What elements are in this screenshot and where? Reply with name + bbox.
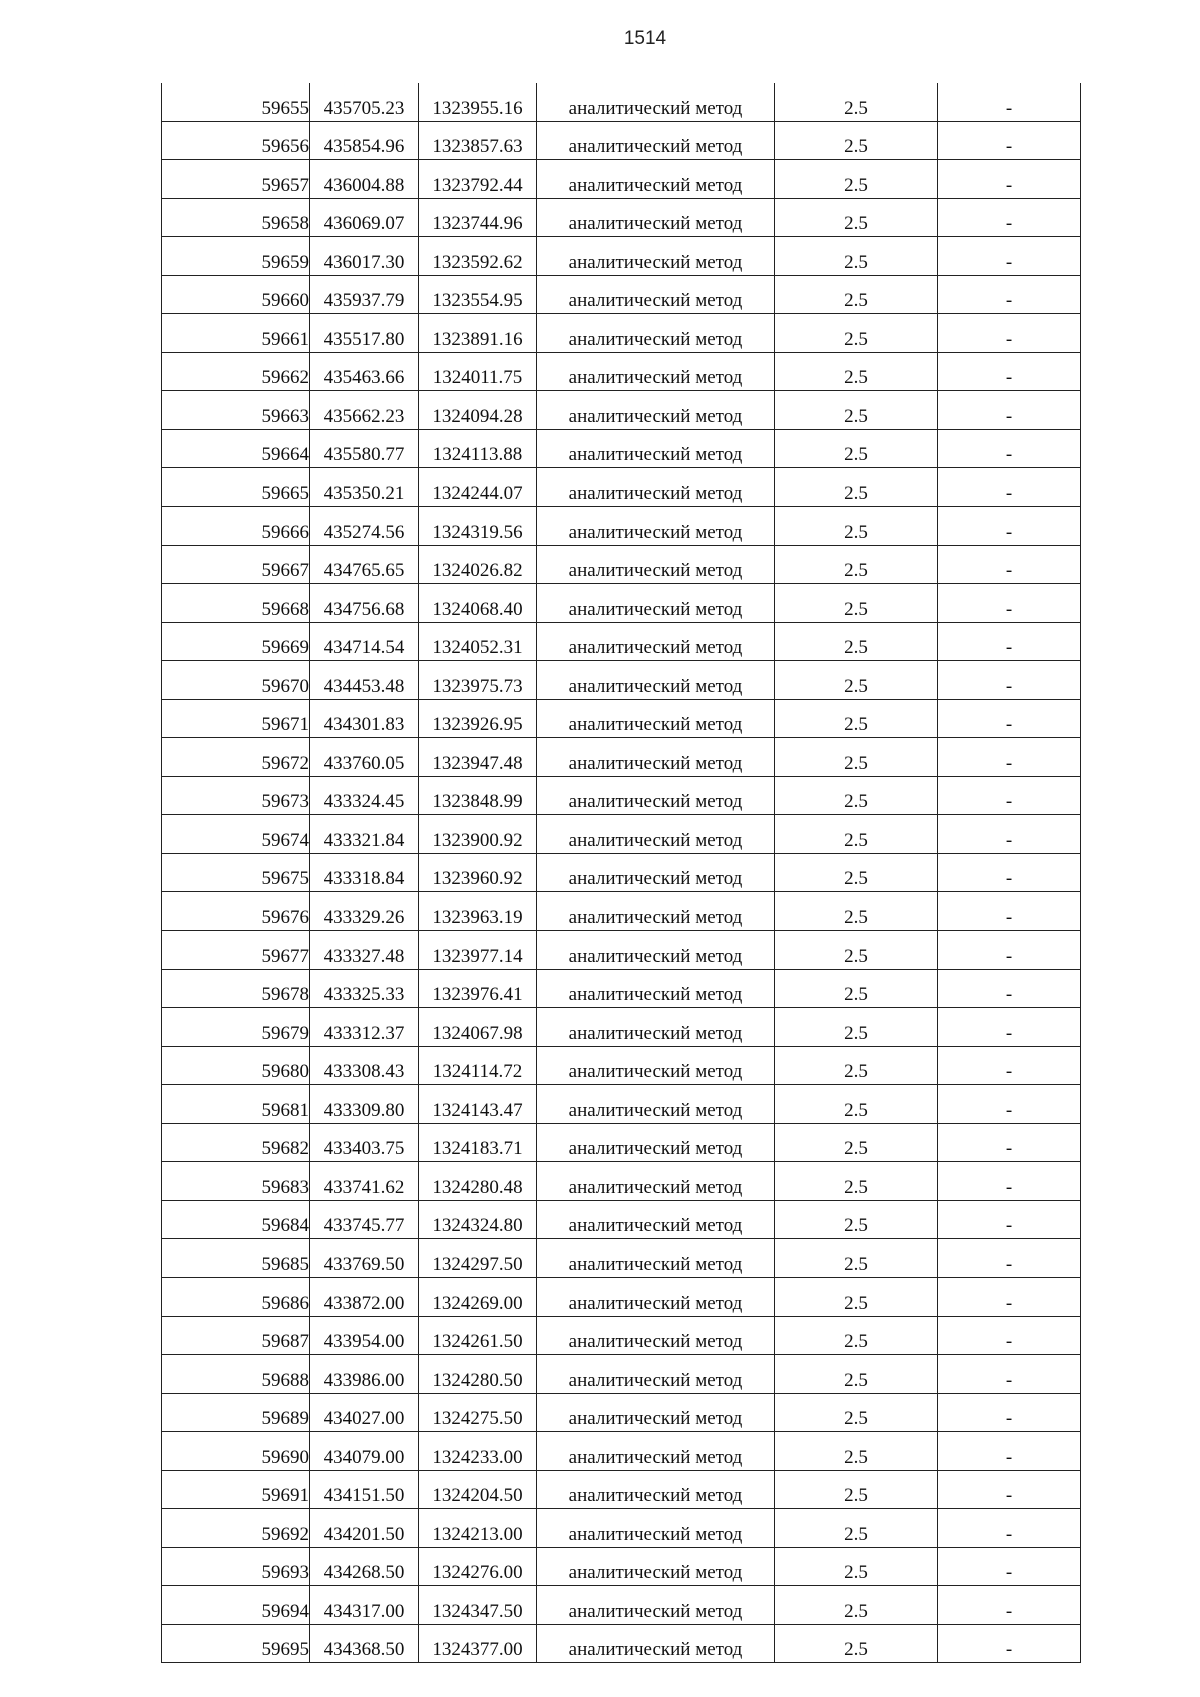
y-coordinate-cell: 1323975.73	[419, 661, 537, 700]
y-coordinate-cell: 1324026.82	[419, 545, 537, 584]
table-row	[162, 738, 1081, 777]
method-cell: аналитический метод	[537, 1200, 775, 1239]
table-row	[162, 429, 1081, 468]
note-cell: -	[938, 1316, 1081, 1355]
method-cell: аналитический метод	[537, 1316, 775, 1355]
note-cell: -	[938, 160, 1081, 199]
x-coordinate-cell: 433324.45	[310, 776, 419, 815]
y-coordinate-cell: 1323947.48	[419, 738, 537, 777]
x-coordinate-cell: 435274.56	[310, 507, 419, 546]
method-cell: аналитический метод	[537, 969, 775, 1008]
y-coordinate-cell: 1324261.50	[419, 1316, 537, 1355]
table-row	[162, 1239, 1081, 1278]
table-row	[162, 352, 1081, 391]
x-coordinate-cell: 436069.07	[310, 198, 419, 237]
method-cell: аналитический метод	[537, 83, 775, 121]
accuracy-cell: 2.5	[775, 931, 938, 970]
note-cell: -	[938, 1046, 1081, 1085]
note-cell: -	[938, 776, 1081, 815]
accuracy-cell: 2.5	[775, 83, 938, 121]
x-coordinate-cell: 433312.37	[310, 1008, 419, 1047]
point-number-cell: 59691	[162, 1470, 310, 1509]
point-number-cell: 59677	[162, 931, 310, 970]
y-coordinate-cell: 1324269.00	[419, 1277, 537, 1316]
point-number-cell: 59666	[162, 507, 310, 546]
accuracy-cell: 2.5	[775, 275, 938, 314]
table-row	[162, 1470, 1081, 1509]
table-row	[162, 1008, 1081, 1047]
table-row	[162, 391, 1081, 430]
y-coordinate-cell: 1324280.50	[419, 1355, 537, 1394]
x-coordinate-cell: 433986.00	[310, 1355, 419, 1394]
x-coordinate-cell: 433321.84	[310, 815, 419, 854]
y-coordinate-cell: 1323744.96	[419, 198, 537, 237]
table-row	[162, 160, 1081, 199]
x-coordinate-cell: 436004.88	[310, 160, 419, 199]
x-coordinate-cell: 434714.54	[310, 622, 419, 661]
accuracy-cell: 2.5	[775, 853, 938, 892]
y-coordinate-cell: 1324276.00	[419, 1547, 537, 1586]
method-cell: аналитический метод	[537, 1123, 775, 1162]
table-row	[162, 545, 1081, 584]
y-coordinate-cell: 1323977.14	[419, 931, 537, 970]
table-row	[162, 584, 1081, 623]
method-cell: аналитический метод	[537, 507, 775, 546]
table-row	[162, 1277, 1081, 1316]
accuracy-cell: 2.5	[775, 1393, 938, 1432]
y-coordinate-cell: 1324068.40	[419, 584, 537, 623]
table-row	[162, 1316, 1081, 1355]
y-coordinate-cell: 1324319.56	[419, 507, 537, 546]
note-cell: -	[938, 275, 1081, 314]
note-cell: -	[938, 83, 1081, 121]
note-cell: -	[938, 468, 1081, 507]
note-cell: -	[938, 314, 1081, 353]
point-number-cell: 59663	[162, 391, 310, 430]
point-number-cell: 59689	[162, 1393, 310, 1432]
x-coordinate-cell: 433954.00	[310, 1316, 419, 1355]
accuracy-cell: 2.5	[775, 1046, 938, 1085]
method-cell: аналитический метод	[537, 429, 775, 468]
method-cell: аналитический метод	[537, 1162, 775, 1201]
accuracy-cell: 2.5	[775, 1008, 938, 1047]
method-cell: аналитический метод	[537, 1393, 775, 1432]
table-row	[162, 1162, 1081, 1201]
y-coordinate-cell: 1323963.19	[419, 892, 537, 931]
method-cell: аналитический метод	[537, 661, 775, 700]
note-cell: -	[938, 1393, 1081, 1432]
method-cell: аналитический метод	[537, 1085, 775, 1124]
table-row	[162, 815, 1081, 854]
y-coordinate-cell: 1323848.99	[419, 776, 537, 815]
table-row	[162, 931, 1081, 970]
y-coordinate-cell: 1324143.47	[419, 1085, 537, 1124]
method-cell: аналитический метод	[537, 1239, 775, 1278]
point-number-cell: 59686	[162, 1277, 310, 1316]
x-coordinate-cell: 434317.00	[310, 1586, 419, 1625]
x-coordinate-cell: 433760.05	[310, 738, 419, 777]
point-number-cell: 59659	[162, 237, 310, 276]
point-number-cell: 59675	[162, 853, 310, 892]
point-number-cell: 59687	[162, 1316, 310, 1355]
method-cell: аналитический метод	[537, 391, 775, 430]
accuracy-cell: 2.5	[775, 121, 938, 160]
x-coordinate-cell: 434027.00	[310, 1393, 419, 1432]
point-number-cell: 59688	[162, 1355, 310, 1394]
point-number-cell: 59671	[162, 699, 310, 738]
y-coordinate-cell: 1323900.92	[419, 815, 537, 854]
x-coordinate-cell: 434756.68	[310, 584, 419, 623]
y-coordinate-cell: 1324213.00	[419, 1509, 537, 1548]
table-row	[162, 1509, 1081, 1548]
point-number-cell: 59681	[162, 1085, 310, 1124]
y-coordinate-cell: 1324183.71	[419, 1123, 537, 1162]
point-number-cell: 59672	[162, 738, 310, 777]
x-coordinate-cell: 435580.77	[310, 429, 419, 468]
note-cell: -	[938, 121, 1081, 160]
y-coordinate-cell: 1324280.48	[419, 1162, 537, 1201]
x-coordinate-cell: 435854.96	[310, 121, 419, 160]
note-cell: -	[938, 815, 1081, 854]
method-cell: аналитический метод	[537, 584, 775, 623]
x-coordinate-cell: 434368.50	[310, 1624, 419, 1663]
accuracy-cell: 2.5	[775, 468, 938, 507]
y-coordinate-cell: 1324113.88	[419, 429, 537, 468]
method-cell: аналитический метод	[537, 1355, 775, 1394]
accuracy-cell: 2.5	[775, 699, 938, 738]
note-cell: -	[938, 429, 1081, 468]
table-row	[162, 892, 1081, 931]
x-coordinate-cell: 433769.50	[310, 1239, 419, 1278]
accuracy-cell: 2.5	[775, 429, 938, 468]
y-coordinate-cell: 1323592.62	[419, 237, 537, 276]
accuracy-cell: 2.5	[775, 661, 938, 700]
accuracy-cell: 2.5	[775, 198, 938, 237]
note-cell: -	[938, 1277, 1081, 1316]
method-cell: аналитический метод	[537, 1509, 775, 1548]
table-row	[162, 198, 1081, 237]
method-cell: аналитический метод	[537, 931, 775, 970]
accuracy-cell: 2.5	[775, 1085, 938, 1124]
x-coordinate-cell: 433329.26	[310, 892, 419, 931]
accuracy-cell: 2.5	[775, 892, 938, 931]
method-cell: аналитический метод	[537, 1008, 775, 1047]
accuracy-cell: 2.5	[775, 391, 938, 430]
table-row	[162, 237, 1081, 276]
note-cell: -	[938, 1123, 1081, 1162]
note-cell: -	[938, 1162, 1081, 1201]
coordinates-table	[161, 83, 1081, 1663]
x-coordinate-cell: 433309.80	[310, 1085, 419, 1124]
method-cell: аналитический метод	[537, 275, 775, 314]
accuracy-cell: 2.5	[775, 969, 938, 1008]
accuracy-cell: 2.5	[775, 815, 938, 854]
note-cell: -	[938, 237, 1081, 276]
x-coordinate-cell: 435517.80	[310, 314, 419, 353]
point-number-cell: 59683	[162, 1162, 310, 1201]
x-coordinate-cell: 434301.83	[310, 699, 419, 738]
y-coordinate-cell: 1324094.28	[419, 391, 537, 430]
point-number-cell: 59685	[162, 1239, 310, 1278]
y-coordinate-cell: 1324114.72	[419, 1046, 537, 1085]
y-coordinate-cell: 1323857.63	[419, 121, 537, 160]
note-cell: -	[938, 1008, 1081, 1047]
note-cell: -	[938, 391, 1081, 430]
point-number-cell: 59665	[162, 468, 310, 507]
y-coordinate-cell: 1323926.95	[419, 699, 537, 738]
x-coordinate-cell: 434453.48	[310, 661, 419, 700]
x-coordinate-cell: 434201.50	[310, 1509, 419, 1548]
accuracy-cell: 2.5	[775, 1316, 938, 1355]
table-body	[162, 83, 1081, 1663]
method-cell: аналитический метод	[537, 622, 775, 661]
x-coordinate-cell: 435937.79	[310, 275, 419, 314]
method-cell: аналитический метод	[537, 198, 775, 237]
note-cell: -	[938, 931, 1081, 970]
x-coordinate-cell: 434268.50	[310, 1547, 419, 1586]
method-cell: аналитический метод	[537, 1547, 775, 1586]
x-coordinate-cell: 435662.23	[310, 391, 419, 430]
accuracy-cell: 2.5	[775, 1200, 938, 1239]
table-row	[162, 622, 1081, 661]
accuracy-cell: 2.5	[775, 1470, 938, 1509]
point-number-cell: 59658	[162, 198, 310, 237]
point-number-cell: 59667	[162, 545, 310, 584]
point-number-cell: 59669	[162, 622, 310, 661]
point-number-cell: 59660	[162, 275, 310, 314]
method-cell: аналитический метод	[537, 314, 775, 353]
x-coordinate-cell: 433325.33	[310, 969, 419, 1008]
point-number-cell: 59676	[162, 892, 310, 931]
x-coordinate-cell: 433741.62	[310, 1162, 419, 1201]
note-cell: -	[938, 738, 1081, 777]
accuracy-cell: 2.5	[775, 314, 938, 353]
accuracy-cell: 2.5	[775, 507, 938, 546]
note-cell: -	[938, 198, 1081, 237]
table-row	[162, 969, 1081, 1008]
accuracy-cell: 2.5	[775, 776, 938, 815]
note-cell: -	[938, 699, 1081, 738]
note-cell: -	[938, 1239, 1081, 1278]
note-cell: -	[938, 1470, 1081, 1509]
accuracy-cell: 2.5	[775, 1355, 938, 1394]
method-cell: аналитический метод	[537, 815, 775, 854]
method-cell: аналитический метод	[537, 1470, 775, 1509]
method-cell: аналитический метод	[537, 738, 775, 777]
y-coordinate-cell: 1324297.50	[419, 1239, 537, 1278]
x-coordinate-cell: 435705.23	[310, 83, 419, 121]
accuracy-cell: 2.5	[775, 738, 938, 777]
table-row	[162, 1547, 1081, 1586]
table-row	[162, 507, 1081, 546]
y-coordinate-cell: 1324324.80	[419, 1200, 537, 1239]
page-number: 1514	[623, 28, 667, 49]
y-coordinate-cell: 1323955.16	[419, 83, 537, 121]
x-coordinate-cell: 434765.65	[310, 545, 419, 584]
table-row	[162, 121, 1081, 160]
y-coordinate-cell: 1323891.16	[419, 314, 537, 353]
point-number-cell: 59657	[162, 160, 310, 199]
table-row	[162, 1046, 1081, 1085]
x-coordinate-cell: 435350.21	[310, 468, 419, 507]
x-coordinate-cell: 434151.50	[310, 1470, 419, 1509]
table-row	[162, 1432, 1081, 1471]
table-row	[162, 1586, 1081, 1625]
point-number-cell: 59679	[162, 1008, 310, 1047]
note-cell: -	[938, 969, 1081, 1008]
x-coordinate-cell: 433745.77	[310, 1200, 419, 1239]
accuracy-cell: 2.5	[775, 1239, 938, 1278]
note-cell: -	[938, 1509, 1081, 1548]
point-number-cell: 59674	[162, 815, 310, 854]
method-cell: аналитический метод	[537, 237, 775, 276]
table-row	[162, 468, 1081, 507]
accuracy-cell: 2.5	[775, 1509, 938, 1548]
table-row	[162, 699, 1081, 738]
note-cell: -	[938, 853, 1081, 892]
point-number-cell: 59661	[162, 314, 310, 353]
y-coordinate-cell: 1324377.00	[419, 1624, 537, 1663]
note-cell: -	[938, 1624, 1081, 1663]
method-cell: аналитический метод	[537, 1432, 775, 1471]
accuracy-cell: 2.5	[775, 1586, 938, 1625]
y-coordinate-cell: 1324275.50	[419, 1393, 537, 1432]
table-row	[162, 1393, 1081, 1432]
table-row	[162, 83, 1081, 121]
point-number-cell: 59682	[162, 1123, 310, 1162]
accuracy-cell: 2.5	[775, 1277, 938, 1316]
note-cell: -	[938, 1200, 1081, 1239]
method-cell: аналитический метод	[537, 160, 775, 199]
accuracy-cell: 2.5	[775, 545, 938, 584]
x-coordinate-cell: 436017.30	[310, 237, 419, 276]
method-cell: аналитический метод	[537, 545, 775, 584]
accuracy-cell: 2.5	[775, 1624, 938, 1663]
x-coordinate-cell: 433327.48	[310, 931, 419, 970]
table-row	[162, 314, 1081, 353]
point-number-cell: 59656	[162, 121, 310, 160]
note-cell: -	[938, 1355, 1081, 1394]
y-coordinate-cell: 1324244.07	[419, 468, 537, 507]
y-coordinate-cell: 1324052.31	[419, 622, 537, 661]
point-number-cell: 59664	[162, 429, 310, 468]
note-cell: -	[938, 584, 1081, 623]
method-cell: аналитический метод	[537, 121, 775, 160]
x-coordinate-cell: 433872.00	[310, 1277, 419, 1316]
note-cell: -	[938, 1586, 1081, 1625]
x-coordinate-cell: 433308.43	[310, 1046, 419, 1085]
y-coordinate-cell: 1324067.98	[419, 1008, 537, 1047]
y-coordinate-cell: 1324011.75	[419, 352, 537, 391]
table-row	[162, 853, 1081, 892]
method-cell: аналитический метод	[537, 468, 775, 507]
point-number-cell: 59678	[162, 969, 310, 1008]
point-number-cell: 59694	[162, 1586, 310, 1625]
point-number-cell: 59684	[162, 1200, 310, 1239]
note-cell: -	[938, 1085, 1081, 1124]
table-row	[162, 1085, 1081, 1124]
method-cell: аналитический метод	[537, 1277, 775, 1316]
table-row	[162, 1123, 1081, 1162]
point-number-cell: 59693	[162, 1547, 310, 1586]
y-coordinate-cell: 1323960.92	[419, 853, 537, 892]
note-cell: -	[938, 1432, 1081, 1471]
table-row	[162, 275, 1081, 314]
note-cell: -	[938, 892, 1081, 931]
x-coordinate-cell: 433318.84	[310, 853, 419, 892]
point-number-cell: 59692	[162, 1509, 310, 1548]
accuracy-cell: 2.5	[775, 622, 938, 661]
x-coordinate-cell: 434079.00	[310, 1432, 419, 1471]
note-cell: -	[938, 1547, 1081, 1586]
x-coordinate-cell: 433403.75	[310, 1123, 419, 1162]
accuracy-cell: 2.5	[775, 1547, 938, 1586]
accuracy-cell: 2.5	[775, 1162, 938, 1201]
point-number-cell: 59655	[162, 83, 310, 121]
point-number-cell: 59662	[162, 352, 310, 391]
accuracy-cell: 2.5	[775, 1123, 938, 1162]
method-cell: аналитический метод	[537, 699, 775, 738]
y-coordinate-cell: 1323792.44	[419, 160, 537, 199]
note-cell: -	[938, 661, 1081, 700]
note-cell: -	[938, 507, 1081, 546]
method-cell: аналитический метод	[537, 853, 775, 892]
y-coordinate-cell: 1323554.95	[419, 275, 537, 314]
table-row	[162, 776, 1081, 815]
accuracy-cell: 2.5	[775, 352, 938, 391]
y-coordinate-cell: 1324347.50	[419, 1586, 537, 1625]
table-row	[162, 1200, 1081, 1239]
method-cell: аналитический метод	[537, 352, 775, 391]
y-coordinate-cell: 1323976.41	[419, 969, 537, 1008]
point-number-cell: 59673	[162, 776, 310, 815]
table-row	[162, 661, 1081, 700]
point-number-cell: 59670	[162, 661, 310, 700]
method-cell: аналитический метод	[537, 1624, 775, 1663]
table-row	[162, 1355, 1081, 1394]
point-number-cell: 59668	[162, 584, 310, 623]
accuracy-cell: 2.5	[775, 584, 938, 623]
accuracy-cell: 2.5	[775, 237, 938, 276]
accuracy-cell: 2.5	[775, 160, 938, 199]
method-cell: аналитический метод	[537, 776, 775, 815]
point-number-cell: 59680	[162, 1046, 310, 1085]
method-cell: аналитический метод	[537, 892, 775, 931]
note-cell: -	[938, 545, 1081, 584]
method-cell: аналитический метод	[537, 1046, 775, 1085]
point-number-cell: 59695	[162, 1624, 310, 1663]
note-cell: -	[938, 352, 1081, 391]
x-coordinate-cell: 435463.66	[310, 352, 419, 391]
point-number-cell: 59690	[162, 1432, 310, 1471]
method-cell: аналитический метод	[537, 1586, 775, 1625]
note-cell: -	[938, 622, 1081, 661]
y-coordinate-cell: 1324204.50	[419, 1470, 537, 1509]
y-coordinate-cell: 1324233.00	[419, 1432, 537, 1471]
accuracy-cell: 2.5	[775, 1432, 938, 1471]
table-row	[162, 1624, 1081, 1663]
